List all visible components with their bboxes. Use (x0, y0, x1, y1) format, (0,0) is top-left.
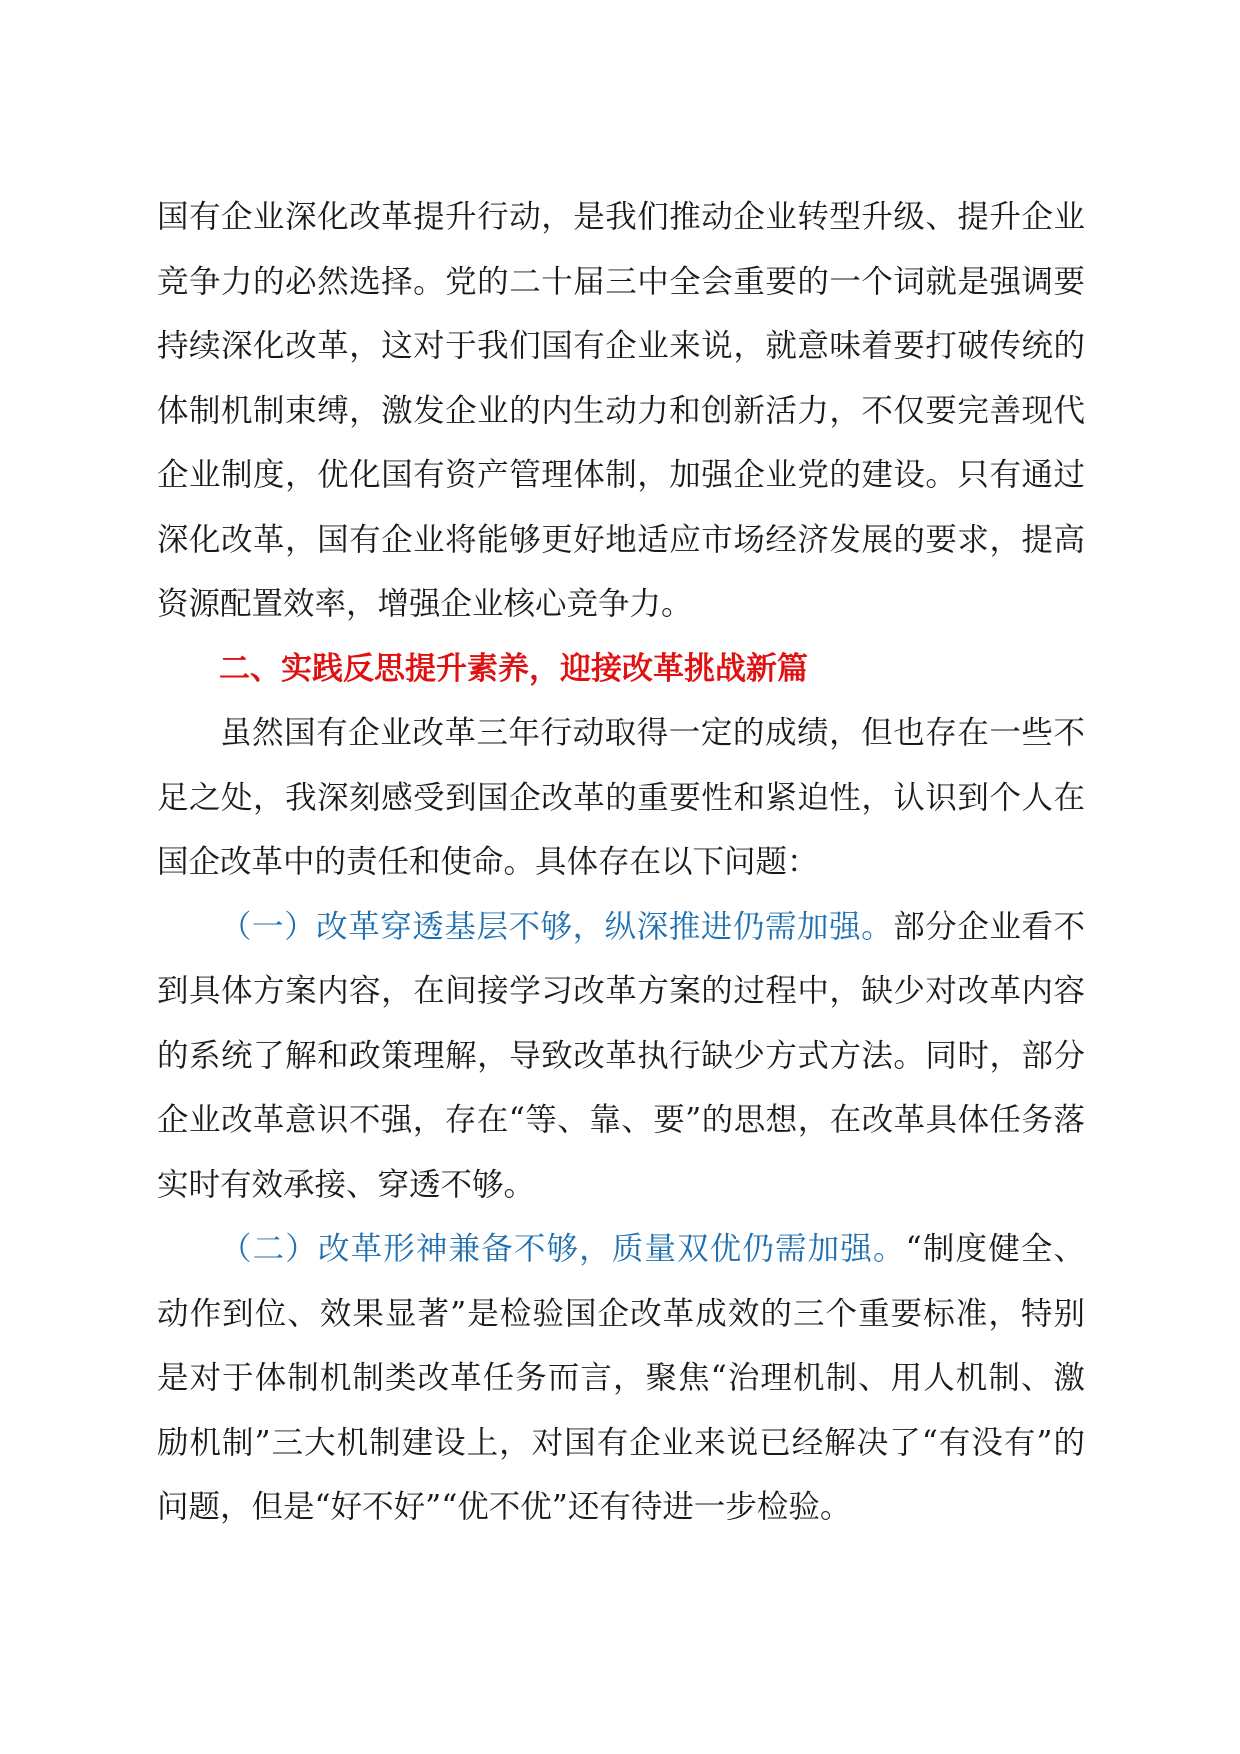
problem-one-body: 部分企业看不到具体方案内容，在间接学习改革方案的过程中，缺少对改革内容的系统了解和政策理解，导致改革执行缺少方式方法。同时，部分企业改革意识不强，存在“等、靠、要”的思想，在改革具体任务落实时有效承接、穿透不够。 (157, 908, 1085, 1203)
problem-two-body: “制度健全、动作到位、效果显著”是检验国企改革成效的三个重要标准，特别是对于体制机制类改革任务而言，聚焦“治理机制、用人机制、激励机制”三大机制建设上，对国有企业来说已经解决了“有没有”的问题，但是“好不好”“优不优”还有待进一步检验。 (157, 1231, 1085, 1525)
section-heading-two: 二、实践反思提升素养，迎接改革挑战新篇 (219, 650, 808, 687)
subheading-problem-two: （二）改革形神兼备不够，质量双优仍需加强。 (220, 1231, 906, 1267)
subheading-problem-one: （一）改革穿透基层不够，纵深推进仍需加强。 (220, 908, 894, 945)
paragraph-reform-significance: 国有企业深化改革提升行动，是我们推动企业转型升级、提升企业竞争力的必然选择。党的二十届三中全会重要的一个词就是强调要持续深化改革，这对于我们国有企业来说，就意味着要打破传统的体制机制束缚，激发企业的内生动力和创新活力，不仅要完善现代企业制度，优化国有资产管理体制，加强企业党的建设。只有通过深化改革，国有企业将能够更好地适应市场经济发展的要求，提高资源配置效率，增强企业核心竞争力。 (157, 199, 1085, 622)
paragraph-problem-one (157, 895, 1085, 1218)
paragraph-problems-intro: 虽然国有企业改革三年行动取得一定的成绩，但也存在一些不足之处，我深刻感受到国企改革的重要性和紧迫性，认识到个人在国企改革中的责任和使命。具体存在以下问题： (157, 715, 1085, 880)
document-body (157, 185, 1085, 1540)
paragraph-problem-two (157, 1217, 1085, 1540)
